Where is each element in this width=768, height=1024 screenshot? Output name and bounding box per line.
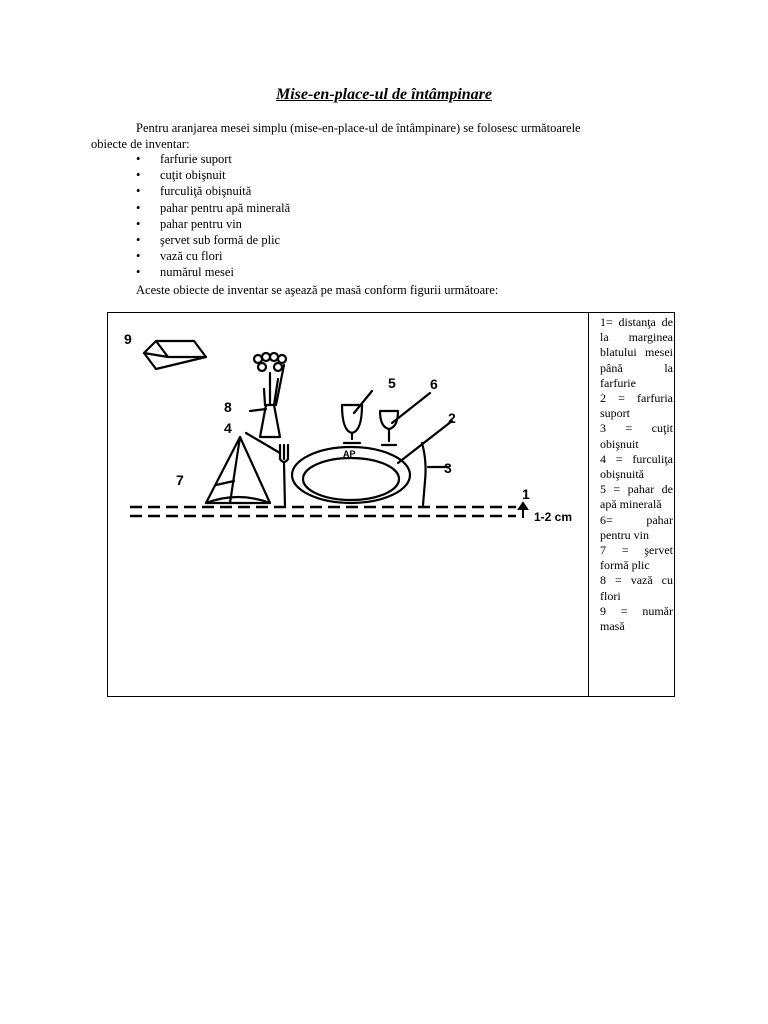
distance-arrow	[519, 503, 527, 518]
wine-glass	[380, 411, 398, 445]
legend-item: 5 = pahar de apă minerală	[600, 482, 673, 512]
legend-item: 3 = cuţit obişnuit	[600, 421, 673, 451]
list-item: • şervet sub formă de plic	[136, 232, 290, 248]
label-8: 8	[224, 399, 232, 415]
plate-text: AP	[343, 449, 356, 459]
list-item: • vază cu flori	[136, 248, 290, 264]
intro-line-1: Pentru aranjarea mesei simplu (mise-en-place-ul de întâmpinare) se folosesc următoarele	[136, 121, 581, 135]
legend-item: 1= distanţa de la marginea blatului mesei până la farfurie	[600, 315, 673, 390]
inventory-list	[136, 151, 290, 281]
label-2: 2	[448, 410, 456, 426]
table-edge-lines	[130, 507, 516, 516]
figure-legend	[600, 315, 673, 634]
list-item: • furculiţă obişnuită	[136, 183, 290, 199]
table-number-card	[144, 341, 206, 369]
napkin	[206, 437, 270, 503]
place-setting-diagram	[108, 313, 586, 696]
label-6: 6	[430, 376, 438, 392]
label-3: 3	[444, 460, 452, 476]
fork	[280, 445, 288, 507]
intro-line-2: obiecte de inventar:	[91, 136, 190, 151]
label-9: 9	[124, 331, 132, 347]
list-item: • pahar pentru vin	[136, 216, 290, 232]
page-title: Mise-en-place-ul de întâmpinare	[276, 86, 492, 103]
legend-item: 8 = vază cu flori	[600, 573, 673, 603]
knife	[422, 443, 426, 505]
label-1: 1	[522, 486, 530, 502]
closing-sentence: Aceste obiecte de inventar se aşează pe masă conform figurii următoare:	[136, 283, 499, 297]
water-glass	[342, 405, 362, 443]
legend-item: 6= pahar pentru vin	[600, 512, 673, 542]
label-4: 4	[224, 420, 232, 436]
intro-paragraph	[91, 121, 681, 152]
list-item: • cuţit obişnuit	[136, 167, 290, 183]
legend-item: 2 = farfuria suport	[600, 391, 673, 421]
list-item: • farfurie suport	[136, 151, 290, 167]
list-item: • numărul mesei	[136, 264, 290, 280]
legend-item: 9 = număr masă	[600, 603, 673, 634]
legend-item: 7 = şervet formă plic	[600, 543, 673, 573]
list-item: • pahar pentru apă minerală	[136, 200, 290, 216]
flower-vase	[254, 353, 286, 437]
table-divider	[588, 312, 589, 697]
distance-text: 1-2 cm	[534, 510, 573, 524]
legend-item: 4 = furculiţa obişnuită	[600, 451, 673, 482]
label-7: 7	[176, 472, 184, 488]
label-5: 5	[388, 375, 396, 391]
